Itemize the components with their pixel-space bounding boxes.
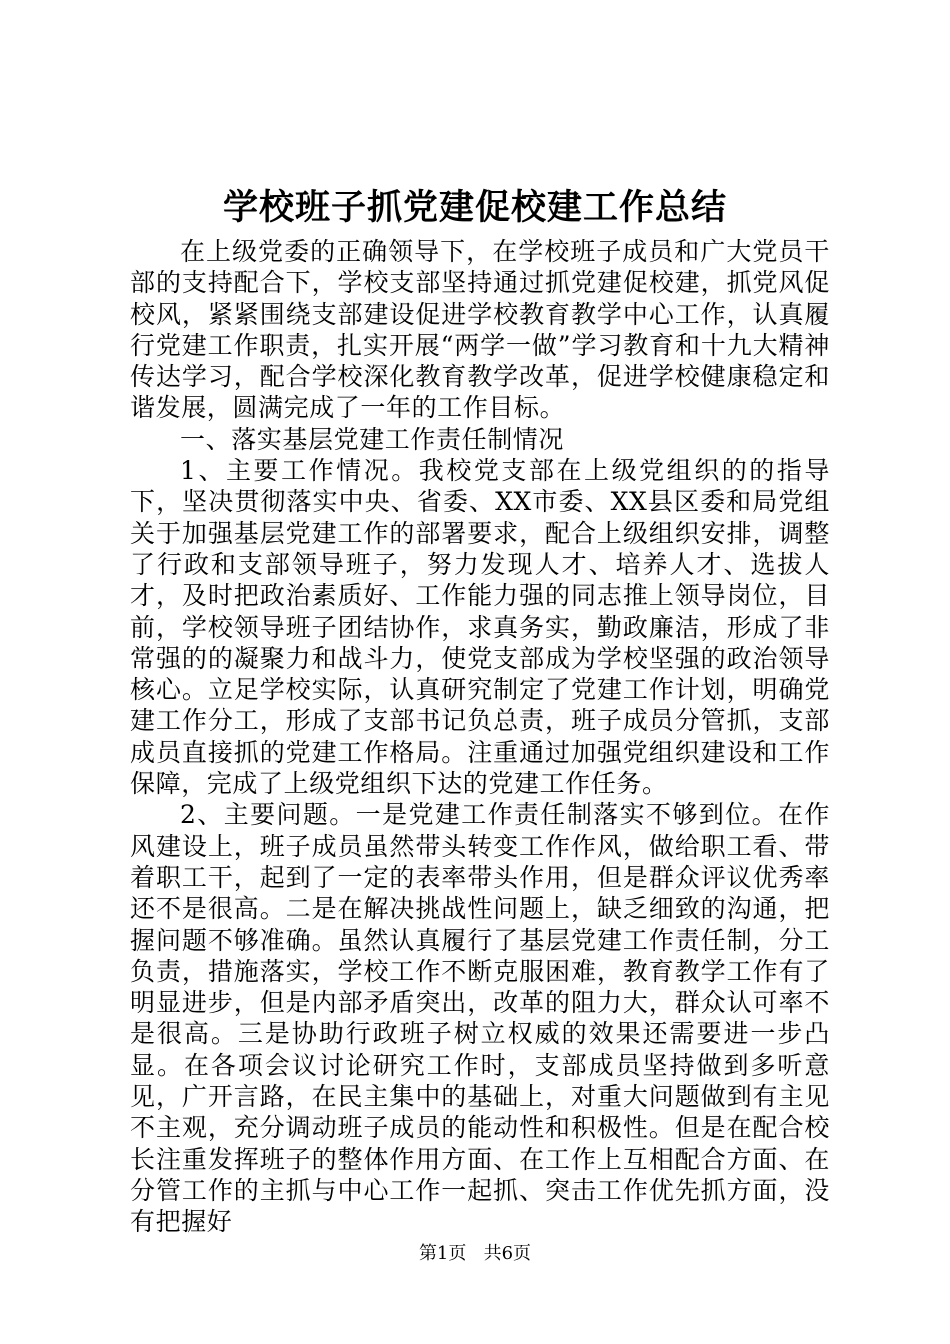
footer-spacer bbox=[472, 1243, 478, 1264]
document-title: 学校班子抓党建促校建工作总结 bbox=[222, 187, 727, 228]
section-heading: 一、落实基层党建工作责任制情况 bbox=[180, 424, 565, 454]
page-number: 第1页 bbox=[418, 1243, 467, 1264]
page-footer bbox=[0, 1242, 950, 1266]
paragraph-main-work: 1、主要工作情况。我校党支部在上级党组织的的指导下，坚决贯彻落实中央、省委、XX市委、XX县区委和局党组关于加强基层党建工作的部署要求，配合上级组织安排，调整了行政和支部领导班子，努力发现人才、培养人才、选拔人才，及时把政治素质好、工作能力强的同志推上领导岗位，目前，学校领导班子团结协作，求真务实，勤政廉洁，形成了非常强的的凝聚力和战斗力，使党支部成为学校坚强的政治领导核心。立足学校实际，认真研究制定了党建工作计划，明确党建工作分工，形成了支部书记负总责，班子成员分管抓，支部成员直接抓的党建工作格局。注重通过加强党组织建设和工作保障，完成了上级党组织下达的党建工作任务。 bbox=[130, 456, 830, 799]
paragraph-main-problems: 2、主要问题。一是党建工作责任制落实不够到位。在作风建设上，班子成员虽然带头转变工作作风，做给职工看、带着职工干，起到了一定的表率带头作用，但是群众评议优秀率还不是很高。二是在解决挑战性问题上，缺乏细致的沟通，把握问题不够准确。虽然认真履行了基层党建工作责任制，分工负责，措施落实，学校工作不断克服困难，教育教学工作有了明显进步，但是内部矛盾突出，改革的阻力大，群众认可率不是很高。三是协助行政班子树立权威的效果还需要进一步凸显。在各项会议讨论研究工作时，支部成员坚持做到多听意见，广开言路，在民主集中的基础上，对重大问题做到有主见不主观，充分调动班子成员的能动性和积极性。但是在配合校长注重发挥班子的整体作用方面、在工作上互相配合方面、在分管工作的主抓与中心工作一起抓、突击工作优先抓方面，没有把握好 bbox=[130, 800, 830, 1237]
paragraph-intro: 在上级党委的正确领导下，在学校班子成员和广大党员干部的支持配合下，学校支部坚持通过抓党建促校建，抓党风促校风，紧紧围绕支部建设促进学校教育教学中心工作，认真履行党建工作职责，扎实开展“两学一做”学习教育和十九大精神传达学习，配合学校深化教育教学改革，促进学校健康稳定和谐发展，圆满完成了一年的工作目标。 bbox=[130, 237, 830, 423]
total-pages: 共6页 bbox=[483, 1243, 532, 1264]
document-body bbox=[130, 236, 830, 1238]
